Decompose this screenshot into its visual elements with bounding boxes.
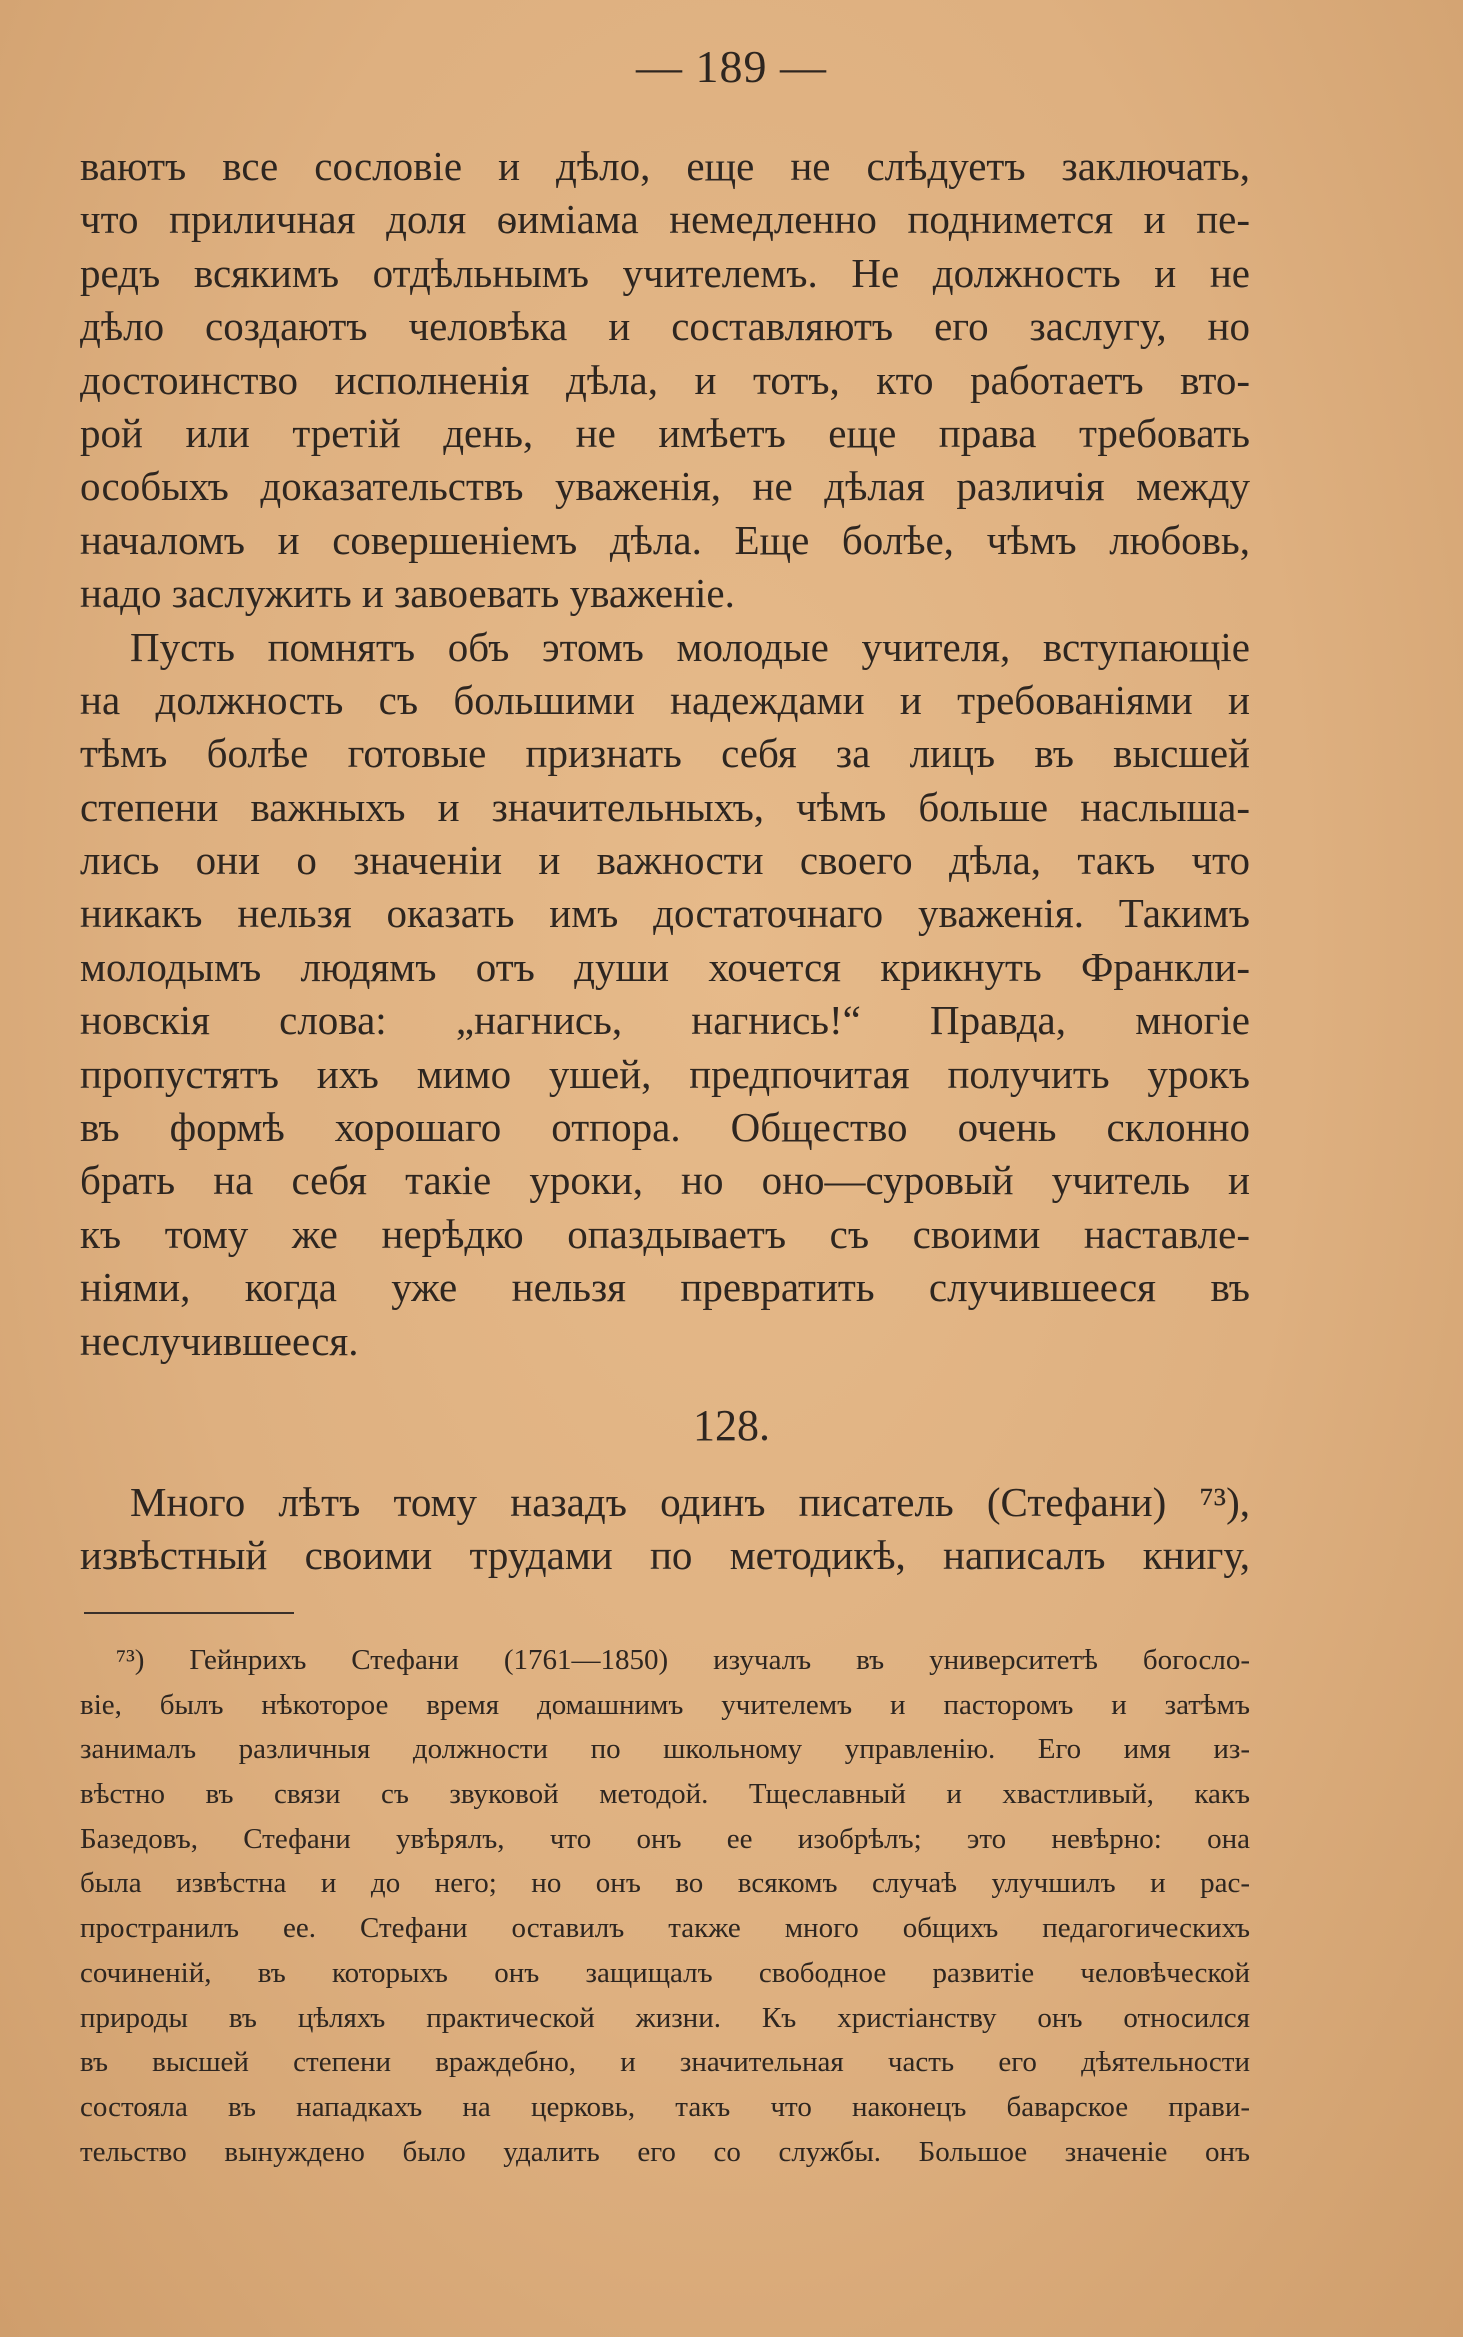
section-number: 128.	[693, 1401, 770, 1450]
text-line: пропустятъ ихъ мимо ушей, предпочитая получить урокъ	[80, 1050, 1250, 1097]
footnote-line: состояла въ нападкахъ на церковь, такъ что наконецъ баварское прави-	[80, 2090, 1250, 2123]
text-line: брать на себя такіе уроки, но оно—суровый учитель и	[80, 1157, 1250, 1204]
text-line: ніями, когда уже нельзя превратить случившееся въ	[80, 1264, 1250, 1311]
footnote-line: ⁷³) Гейнрихъ Стефани (1761—1850) изучалъ въ университетѣ богосло-	[116, 1644, 1250, 1676]
text-line: что приличная доля ѳиміама немедленно поднимется и пе-	[80, 196, 1250, 243]
text-line: молодымъ людямъ отъ души хочется крикнуть Франкли-	[80, 943, 1250, 990]
footnote-line: въ высшей степени враждебно, и значительная часть его дѣятельности	[80, 2046, 1250, 2079]
footnote-line: пространилъ ее. Стефани оставилъ также много общихъ педагогическихъ	[80, 1912, 1250, 1945]
text-line: Пусть помнятъ объ этомъ молодые учителя, вступающіе	[130, 623, 1250, 670]
text-line: степени важныхъ и значительныхъ, чѣмъ больше наслыша-	[80, 783, 1250, 830]
text-line: къ тому же нерѣдко опаздываетъ съ своими наставле-	[80, 1210, 1250, 1257]
footnote-line: тельство вынуждено было удалить его со службы. Большое значеніе онъ	[80, 2135, 1250, 2168]
footnote-line: была извѣстна и до него; но онъ во всякомъ случаѣ улучшилъ и рас-	[80, 1867, 1250, 1900]
text-line: тѣмъ болѣе готовые признать себя за лицъ въ высшей	[80, 730, 1250, 777]
text-line: началомъ и совершеніемъ дѣла. Еще болѣе, чѣмъ любовь,	[80, 516, 1250, 563]
text-line: новскія слова: „нагнись, нагнись!“ Правда, многіе	[80, 997, 1250, 1044]
text-line: надо заслужить и завоевать уваженіе.	[80, 570, 735, 617]
text-line: извѣстный своими трудами по методикѣ, написалъ книгу,	[80, 1532, 1250, 1579]
text-line: рой или третій день, не имѣетъ еще права требовать	[80, 409, 1250, 456]
footnote-line: вѣстно въ связи съ звуковой методой. Тщеславный и хвастливый, какъ	[80, 1778, 1250, 1811]
text-line: Много лѣтъ тому назадъ одинъ писатель (Стефани) ⁷³),	[130, 1479, 1250, 1525]
text-line: достоинство исполненія дѣла, и тотъ, кто работаетъ вто-	[80, 356, 1250, 403]
text-line: лись они о значеніи и важности своего дѣла, такъ что	[80, 837, 1250, 884]
text-line: въ формѣ хорошаго отпора. Общество очень склонно	[80, 1104, 1250, 1151]
footnote-line: віе, былъ нѣкоторое время домашнимъ учителемъ и пасторомъ и затѣмъ	[80, 1688, 1250, 1721]
text-line: ваютъ все сословіе и дѣло, еще не слѣдуетъ заключать,	[80, 143, 1250, 189]
footnote-line: сочиненій, въ которыхъ онъ защищалъ свободное развитіе человѣческой	[80, 1956, 1250, 1989]
page-number: — 189 —	[636, 41, 827, 92]
text-line: никакъ нельзя оказать имъ достаточнаго уваженія. Такимъ	[80, 890, 1250, 937]
text-line: редъ всякимъ отдѣльнымъ учителемъ. Не должность и не	[80, 249, 1250, 296]
footnote	[80, 1638, 1250, 2174]
section-text	[80, 1476, 1250, 1583]
main-text	[80, 140, 1250, 1368]
text-line: неслучившееся.	[80, 1317, 359, 1364]
footnote-line: природы въ цѣляхъ практической жизни. Къ христіанству онъ относился	[80, 2001, 1250, 2034]
footnote-line: Базедовъ, Стефани увѣрялъ, что онъ ее изобрѣлъ; это невѣрно: она	[80, 1822, 1250, 1855]
text-line: особыхъ доказательствъ уваженія, не дѣлая различія между	[80, 463, 1250, 510]
footnote-line: занималъ различныя должности по школьному управленію. Его имя из-	[80, 1733, 1250, 1766]
text-line: дѣло создаютъ человѣка и составляютъ его заслугу, но	[80, 303, 1250, 350]
footnote-divider	[84, 1612, 294, 1614]
text-line: на должность съ большими надеждами и требованіями и	[80, 676, 1250, 723]
